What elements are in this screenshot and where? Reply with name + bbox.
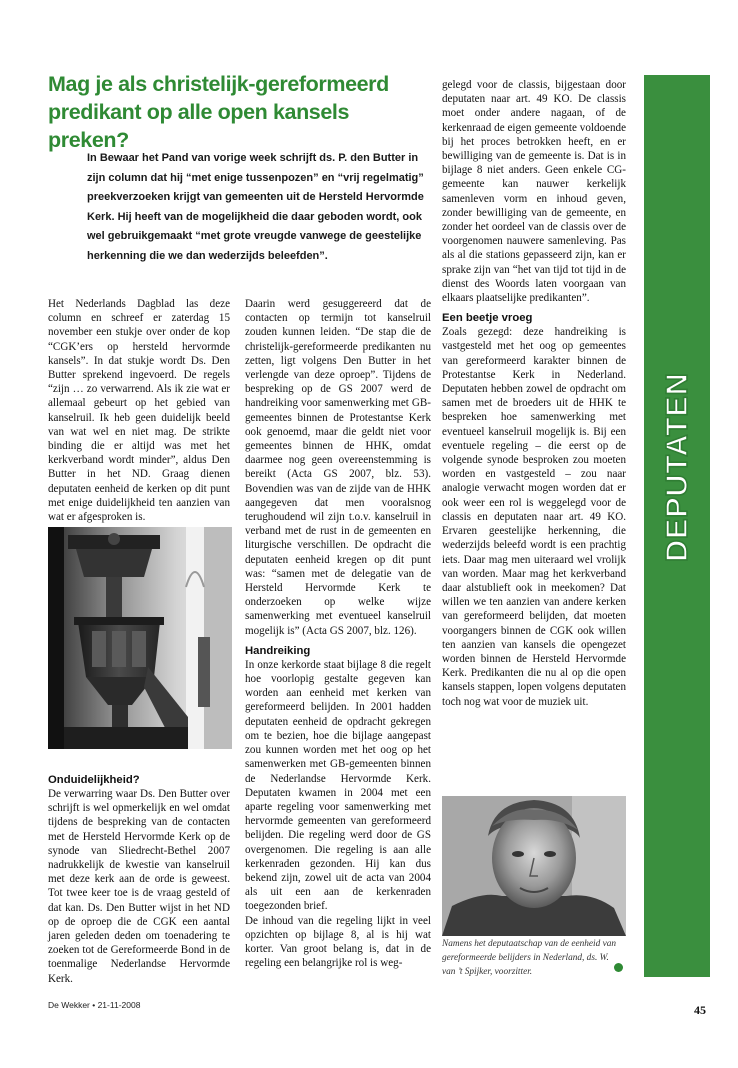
- pulpit-photo-graphic: [48, 527, 232, 749]
- article-title: Mag je als christelijk-gereformeerd predikant op alle open kansels preken?: [48, 72, 389, 152]
- subheading-een-beetje-vroeg: Een beetje vroeg: [442, 312, 533, 325]
- column-2: [245, 297, 431, 970]
- paragraph: Daarin werd gesuggereerd dat de contacten op termijn tot kanselruil zouden kunnen leiden. “De stap die de christelijk-gereformeerde predikanten nu zetten, ligt volgens Den Butter in het verlengde van deze oproep”. Tijdens de bespreking op de GS 2007 werd de handreiking voor samenwerking met GB-gemeentes binnen de Protestantse Kerk ook genoemd, maar die geldt niet voor gemeentes binnen de HHK, omdat daarmee nog geen overeenstemming is bereikt (Acta GS 2007, blz. 53). Bovendien was van de zijde van de HHK aangegeven dat men vooralsnog terughoudend wil zijn t.o.v. kanselruil in verband met de rust in de gemeenten en liturgische verschillen. De opdracht die deputaten eenheid kregen op dit punt was: “samen met de delegatie van de Hersteld Hervormde Kerk te onderzoeken op welke wijze samenwerking met eventueel kanselruil mogelijk is” (Acta GS 2007, blz. 126).: [245, 298, 431, 637]
- paragraph: De inhoud van die regeling lijkt in veel opzichten op bijlage 8, al is hij wat korter. Van groot belang is, dat in de regeling een belangrijke rol is weg-: [245, 914, 431, 970]
- paragraph: gelegd voor de classis, bijgestaan door deputaten naar art. 49 KO. De classis moet onder andere nagaan, of de kerkenraad de eigen gemeente voldoende bij het proces betrokken heeft, en er bewilliging van de gemeente is. Dat is in bijlage 8 niet anders. Geen enkele CG-gemeente kan nauwer kerkelijk samenleven vorm en inhoud geven, zonder bewilliging van de gemeente, en zonder het oordeel van de classis over de voorgenomen nauwere samenleving. Pas als al die stations gepasseerd zijn, kan er sprake zijn van “het van tijd tot tijd in de dienst des Woords laten voorgaan van elkaars plaatselijke predikanten”.: [442, 79, 626, 305]
- end-bullet-icon: [614, 963, 623, 972]
- portrait-photo: [442, 796, 626, 936]
- page-number: 45: [694, 1003, 706, 1017]
- column-1-top: [48, 297, 230, 524]
- subheading-onduidelijkheid: Onduidelijkheid?: [48, 774, 140, 786]
- photo-caption: Namens het deputaatschap van de eenheid van gereformeerde belijders in Nederland, ds. W. van ’t Spijker, voorzitter.: [442, 939, 617, 977]
- publication-footer: De Wekker • 21-11-2008: [48, 1000, 141, 1010]
- paragraph: In onze kerkorde staat bijlage 8 die regelt hoe voorlopig gestalte gegeven kan worden aan eenheid met kerken van gereformeerd belijden. In 2001 hadden deputaten eenheid de opdracht gekregen om te bezien, hoe die bijlage aangepast zou kunnen worden met het oog op het samenwerken met GB-gemeenten binnen de Nederlandse Hervormde Kerk. Deputaten kwamen in 2004 met een aparte regeling voor samenwerking met hervormde gemeenten van gereformeerd belijden. Die regeling werd door de GS overgenomen. Die regeling is aan alle kerkenraden gezonden. Hij kan dus bekend zijn, zowel uit de acta van 2004 als uit een aan de kerkenraden toegezonden brief.: [245, 658, 431, 913]
- pulpit-photo: [48, 527, 232, 749]
- article-intro: In Bewaar het Pand van vorige week schrijft ds. P. den Butter in zijn column dat hij “met enige tussenpozen” en “vrij regelmatig” preekverzoeken krijgt van gemeenten uit de Hersteld Hervormde Kerk. Hij heeft van de mogelijkheid die daar geboden wordt, ook wel gebruikgemaakt “met grote vreugde vanwege de geestelijke herkenning die we dan wederzijds beleefden”.: [87, 152, 424, 262]
- column-3: [442, 78, 626, 709]
- subheading-handreiking: Handreiking: [245, 644, 311, 657]
- paragraph: Zoals gezegd: deze handreiking is vastgesteld met het oog op gemeentes van gereformeerd karakter binnen de Protestantse Kerk in Nederland. Deputaten hebben zowel de opdracht om samen met de broeders uit de HHK te bespreken hoe samenwerking met eventueel kanselruil mogelijk is. Bij een eventuele regeling – die eerst op de volgende synode besproken zou moeten worden en vastgesteld – zou naar analogie verwacht mogen worden dat er ook weer een rol is weggelegd voor de classis en deputaten naar art. 49 KO. Ervaren geestelijke herkenning, die wederzijds beleefd wordt is een prachtig iets. Daar mag men uiteraard wel vrolijk van worden. Maar mag het kerkverband daar alstublieft ook in meekomen? Dat willen we ten aanzien van andere kerken van gereformeerd belijden, dat moeten voorgangers binnen de CGK ook willen ten aanzien van kansels die opengezet worden binnen de Hersteld Hervormde Kerk. Predikanten die nu al op die open kansels stappen, lopen volgens deputaten toch nog wat voor de muziek uit.: [442, 326, 626, 708]
- paragraph: Het Nederlands Dagblad las deze column en schreef er zaterdag 15 november een stukje over onder de kop “CGK’ers op hersteld hervormde kansels”. In dat stukje wordt Ds. Den Butter sprekend ingevoerd. De regels “zijn … zo verwarrend. Als ik zie wat er allemaal gebeurt op het gebied van kanselruil. Ik heb geen duidelijk beeld van wat wel en niet mag. De strikte binding die er altijd was met het kerkverband wordt minder”, aldus Den Butter in het ND. Graag dienen deputaten eenheid de kerken op dit punt met enige duidelijkheid ten aanzien van wat er afgesproken is.: [48, 298, 230, 524]
- paragraph: De verwarring waar Ds. Den Butter over schrijft is wel opmerkelijk en wel omdat tijdens de bespreking van de contacten met de Hersteld Hervormde Kerk op de synode van Sliedrecht-Bethel 2007 nadrukkelijk de kwestie van kanselruil met deze kerk aan de orde is geweest. Tot twee keer toe is de vraag gesteld of dat kan. Ds. Den Butter wijst in het ND op de oproep die de CGK een aantal jaren geleden deden om toenadering te zoeken tot de Gereformeerde Bond in de toenmalige Nederlandse Hervormde Kerk.: [48, 788, 230, 985]
- portrait-photo-graphic: [442, 796, 626, 936]
- section-label: DEPUTATEN: [659, 372, 694, 562]
- column-1-bottom: [48, 773, 230, 986]
